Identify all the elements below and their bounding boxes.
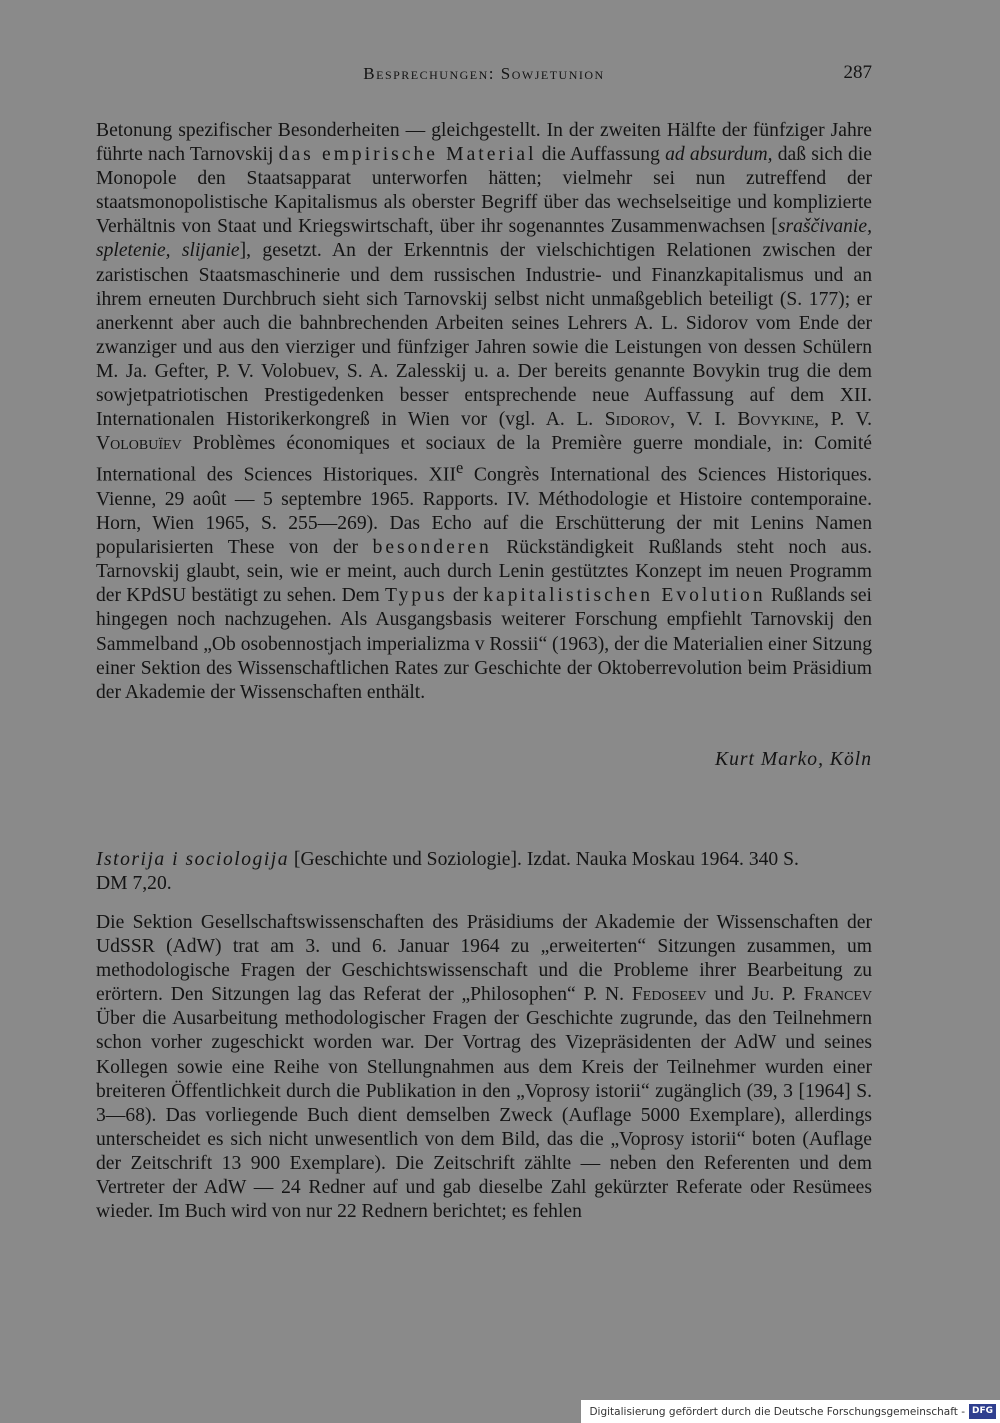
digitization-footer (581, 1400, 1000, 1423)
book-price: DM 7,20. (96, 873, 172, 894)
author-name: Volobuïev (96, 433, 182, 455)
book-title: Istorija i sociologija (96, 849, 290, 870)
bibliographic-entry (96, 848, 896, 896)
review-paragraph: Die Sektion Gesellschaftswissenschaften des Präsidiums der Akademie der Wissenschaften der UdSSR (AdW) trat am 3. und 6. Januar 1964 zu „erweiterten“ Sitzungen zusammen, um methodologische Fragen der Geschichtswissenschaft und die Probleme ihrer Bearbeitung zu erörtern. Den Sitzungen lag das Referat der „Philosophen“ P. N. Fedoseev und Ju. P. Francev Über die Ausarbeitung methodologischer Fragen der Geschichte zugrunde, das den Teilnehmern schon vorher zugeschickt worden war. Der Vortrag des Vizepräsidenten der AdW und seines Kollegen sowie eine Reihe von Stellungnahmen aus dem Kreis der Teilnehmer wurden einer breiteren Öffentlichkeit durch die Publikation in den „Voprosy istorii“ zugänglich (39, 3 [1964] S. 3—68). Das vorliegende Buch dient demselben Zweck (Auflage 5000 Exemplare), allerdings unterscheidet es sich nicht unwesentlich von dem Bild, das die „Voprosy istorii“ boten (Auflage der Zeitschrift 13 900 Exemplare). Die Zeitschrift zählte — neben den Referenten und dem Vertreter der AdW — 24 Redner auf und gab dieselbe Zahl gekürzter Referate oder Resümees wieder. Im Buch wird von nur 22 Rednern berichtet; es fehlen (96, 912, 873, 1223)
page-number: 287 (843, 62, 872, 83)
author-name: Bovykine (737, 409, 815, 431)
footer-text: Digitalisierung gefördert durch die Deutsche Forschungsgemeinschaft - (589, 1405, 965, 1418)
book-details: [Geschichte und Soziologie]. Izdat. Nauka Moskau 1964. 340 S. (289, 849, 799, 870)
spaced-emphasis: das empirische Material (278, 144, 537, 166)
italic-phrase: ad absurdum, (665, 144, 773, 166)
review-paragraph: Betonung spezifischer Besonderheiten — gleichgestellt. In der zweiten Hälfte der fünfziger Jahre führte nach Tarnovskij das empirische Material die Auffassung ad absurdum, daß sich die Monopole den Staatsapparat unterworfen hätten; vielmehr sei nun zutreffend der staatsmonopolistische Kapitalismus als oberster Begriff über das wechselseitige und komplizierte Verhältnis von Staat und Kriegswirtschaft, über ihr sogenanntes Zusammenwachsen [sraščivanie, spletenie, slijanie], gesetzt. An der Erkenntnis der vielschichtigen Relationen zwischen der zaristischen Staatsmaschinerie und dem russischen Industrie- und Finanzkapitalismus und an ihrem erneuten Durchbruch sieht sich Tarnovskij selbst nicht unmaßgeblich beteiligt (S. 177); er anerkennt aber auch die bahnbrechenden Arbeiten seines Lehrers A. L. Sidorov vom Ende der zwanziger und aus den vierziger und fünfziger Jahren sowie die Leistungen von dessen Schülern M. Ja. Gefter, P. V. Volobuev, S. A. Zalesskij u. a. Der bereits genannte Bovykin trug die dem sowjetpatriotischen Prestigedenken besser entsprechende neue Auffassung auf dem XII. Internationalen Historikerkongreß in Wien vor (vgl. A. L. Sidorov, V. I. Bovykine, P. V. Volobuïev Problèmes économiques et sociaux de la Première guerre mondiale, in: Comité International des Sciences Historiques. XIIe Congrès International des Sciences Historiques. Vienne, 29 août — 5 septembre 1965. Rapports. IV. Méthodologie et Histoire contemporaine. Horn, Wien 1965, S. 255—269). Das Echo auf die Erschütterung der mit Lenins Namen popularisierten These von der besonderen Rückständigkeit Rußlands steht noch aus. Tarnovskij glaubt, sein, wie er meint, auch durch Lenin gestütztes Konzept im neuen Programm der KPdSU bestätigt zu sehen. Dem Typus der kapitalistischen Evolution Rußlands sei hingegen noch nachzugehen. Als Ausgangsbasis weiterer Forschung empfiehlt Tarnovskij den Sammelband „Ob osobennostjach imperializma v Rossii“ (1963), der die Materialien einer Sitzung einer Sektion des Wissenschaftlichen Rates zur Geschichte der Oktoberrevolution beim Präsidium der Akademie der Wissenschaften enthält. (96, 120, 873, 703)
author-name: Ju. P. Francev (751, 984, 873, 1006)
spaced-emphasis: besonderen (372, 537, 492, 559)
entry-line (96, 848, 896, 872)
italic-russian-terms: sraščivanie, spletenie, slijanie (96, 216, 872, 262)
spaced-emphasis: Typus (385, 585, 448, 607)
spaced-emphasis: kapitalistischen Evolution (483, 585, 766, 607)
reviewer-signature: Kurt Marko, Köln (715, 749, 872, 770)
superscript: e (455, 458, 464, 478)
author-name: Fedoseev (631, 984, 707, 1006)
dfg-logo-icon: DFG (969, 1404, 996, 1419)
running-title: Besprechungen: Sowjetunion (363, 64, 605, 83)
review-text-continued (96, 119, 872, 705)
running-head (96, 64, 872, 92)
review-text (96, 911, 872, 1224)
author-name: Sidorov (604, 409, 671, 431)
